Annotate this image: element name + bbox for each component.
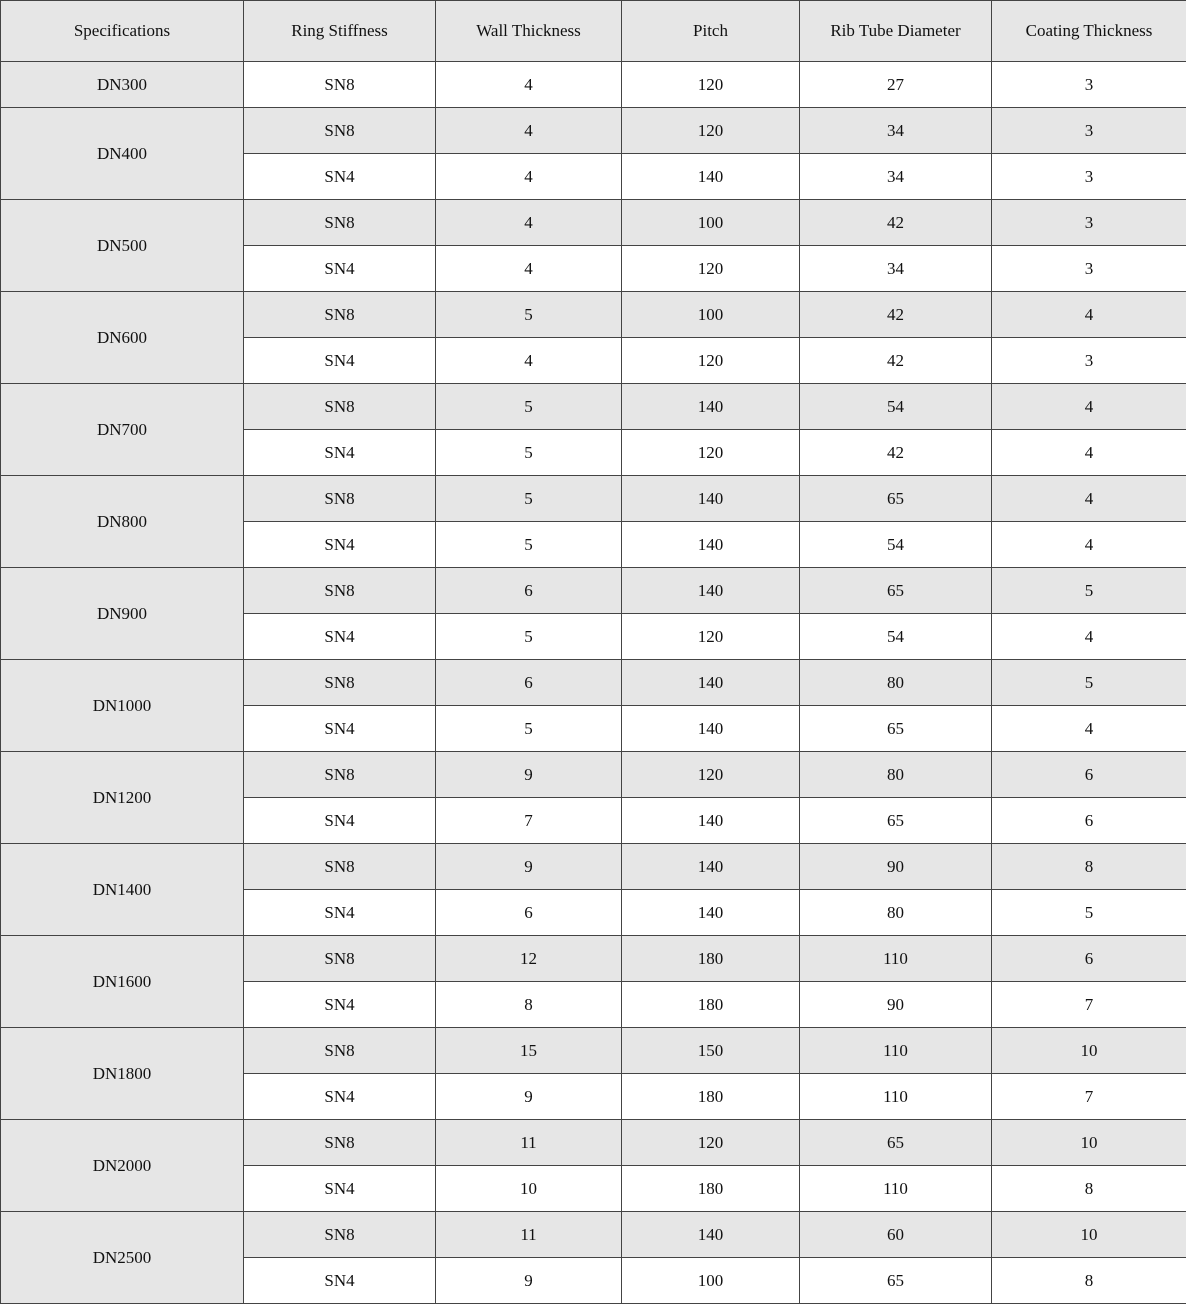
wall-thickness-cell: 11 — [436, 1212, 622, 1258]
spec-cell: DN900 — [1, 568, 244, 660]
pitch-cell: 180 — [622, 982, 800, 1028]
spec-cell: DN700 — [1, 384, 244, 476]
pitch-cell: 140 — [622, 384, 800, 430]
rib-tube-diameter-cell: 34 — [800, 154, 992, 200]
rib-tube-diameter-cell: 42 — [800, 292, 992, 338]
table-row — [1, 660, 1186, 706]
rib-tube-diameter-cell: 54 — [800, 614, 992, 660]
pitch-cell: 140 — [622, 844, 800, 890]
rib-tube-diameter-cell: 90 — [800, 844, 992, 890]
table-body — [1, 62, 1186, 1304]
ring-stiffness-cell: SN8 — [244, 1212, 436, 1258]
ring-stiffness-cell: SN8 — [244, 936, 436, 982]
table-row — [1, 200, 1186, 246]
header-specifications: Specifications — [1, 1, 244, 62]
wall-thickness-cell: 9 — [436, 1074, 622, 1120]
ring-stiffness-cell: SN4 — [244, 154, 436, 200]
ring-stiffness-cell: SN4 — [244, 522, 436, 568]
rib-tube-diameter-cell: 42 — [800, 338, 992, 384]
rib-tube-diameter-cell: 80 — [800, 660, 992, 706]
ring-stiffness-cell: SN4 — [244, 246, 436, 292]
coating-thickness-cell: 7 — [992, 1074, 1186, 1120]
table-row — [1, 292, 1186, 338]
rib-tube-diameter-cell: 65 — [800, 798, 992, 844]
ring-stiffness-cell: SN8 — [244, 844, 436, 890]
coating-thickness-cell: 3 — [992, 154, 1186, 200]
coating-thickness-cell: 6 — [992, 798, 1186, 844]
table-row — [1, 752, 1186, 798]
table-row — [1, 1212, 1186, 1258]
spec-cell: DN2000 — [1, 1120, 244, 1212]
pitch-cell: 120 — [622, 246, 800, 292]
spec-cell: DN600 — [1, 292, 244, 384]
pitch-cell: 140 — [622, 1212, 800, 1258]
spec-cell: DN1000 — [1, 660, 244, 752]
coating-thickness-cell: 3 — [992, 338, 1186, 384]
wall-thickness-cell: 15 — [436, 1028, 622, 1074]
coating-thickness-cell: 7 — [992, 982, 1186, 1028]
rib-tube-diameter-cell: 80 — [800, 752, 992, 798]
table-row — [1, 936, 1186, 982]
coating-thickness-cell: 3 — [992, 246, 1186, 292]
pitch-cell: 140 — [622, 522, 800, 568]
coating-thickness-cell: 10 — [992, 1120, 1186, 1166]
coating-thickness-cell: 4 — [992, 706, 1186, 752]
rib-tube-diameter-cell: 54 — [800, 384, 992, 430]
ring-stiffness-cell: SN4 — [244, 614, 436, 660]
ring-stiffness-cell: SN8 — [244, 384, 436, 430]
spec-cell: DN800 — [1, 476, 244, 568]
rib-tube-diameter-cell: 34 — [800, 108, 992, 154]
pitch-cell: 100 — [622, 292, 800, 338]
ring-stiffness-cell: SN8 — [244, 292, 436, 338]
rib-tube-diameter-cell: 65 — [800, 568, 992, 614]
ring-stiffness-cell: SN8 — [244, 62, 436, 108]
header-coating-thickness: Coating Thickness — [992, 1, 1186, 62]
wall-thickness-cell: 5 — [436, 430, 622, 476]
header-wall-thickness: Wall Thickness — [436, 1, 622, 62]
rib-tube-diameter-cell: 110 — [800, 936, 992, 982]
rib-tube-diameter-cell: 65 — [800, 1120, 992, 1166]
wall-thickness-cell: 6 — [436, 890, 622, 936]
spec-cell: DN1200 — [1, 752, 244, 844]
wall-thickness-cell: 4 — [436, 338, 622, 384]
ring-stiffness-cell: SN4 — [244, 1074, 436, 1120]
table-row — [1, 62, 1186, 108]
coating-thickness-cell: 3 — [992, 62, 1186, 108]
rib-tube-diameter-cell: 110 — [800, 1074, 992, 1120]
rib-tube-diameter-cell: 42 — [800, 200, 992, 246]
wall-thickness-cell: 11 — [436, 1120, 622, 1166]
pitch-cell: 140 — [622, 154, 800, 200]
rib-tube-diameter-cell: 65 — [800, 476, 992, 522]
coating-thickness-cell: 3 — [992, 200, 1186, 246]
wall-thickness-cell: 9 — [436, 1258, 622, 1304]
ring-stiffness-cell: SN8 — [244, 200, 436, 246]
wall-thickness-cell: 12 — [436, 936, 622, 982]
wall-thickness-cell: 4 — [436, 154, 622, 200]
ring-stiffness-cell: SN4 — [244, 798, 436, 844]
ring-stiffness-cell: SN8 — [244, 108, 436, 154]
ring-stiffness-cell: SN8 — [244, 660, 436, 706]
pitch-cell: 120 — [622, 338, 800, 384]
coating-thickness-cell: 4 — [992, 476, 1186, 522]
pitch-cell: 100 — [622, 1258, 800, 1304]
header-ring-stiffness: Ring Stiffness — [244, 1, 436, 62]
rib-tube-diameter-cell: 54 — [800, 522, 992, 568]
header-rib-tube-diameter: Rib Tube Diameter — [800, 1, 992, 62]
coating-thickness-cell: 10 — [992, 1212, 1186, 1258]
ring-stiffness-cell: SN4 — [244, 890, 436, 936]
pitch-cell: 140 — [622, 706, 800, 752]
coating-thickness-cell: 4 — [992, 614, 1186, 660]
rib-tube-diameter-cell: 110 — [800, 1166, 992, 1212]
rib-tube-diameter-cell: 80 — [800, 890, 992, 936]
ring-stiffness-cell: SN4 — [244, 430, 436, 476]
pitch-cell: 120 — [622, 108, 800, 154]
coating-thickness-cell: 4 — [992, 522, 1186, 568]
wall-thickness-cell: 5 — [436, 706, 622, 752]
wall-thickness-cell: 8 — [436, 982, 622, 1028]
wall-thickness-cell: 5 — [436, 384, 622, 430]
spec-cell: DN1400 — [1, 844, 244, 936]
wall-thickness-cell: 4 — [436, 108, 622, 154]
rib-tube-diameter-cell: 34 — [800, 246, 992, 292]
coating-thickness-cell: 5 — [992, 660, 1186, 706]
rib-tube-diameter-cell: 65 — [800, 1258, 992, 1304]
coating-thickness-cell: 8 — [992, 844, 1186, 890]
spec-cell: DN500 — [1, 200, 244, 292]
ring-stiffness-cell: SN8 — [244, 476, 436, 522]
pitch-cell: 140 — [622, 568, 800, 614]
pitch-cell: 140 — [622, 798, 800, 844]
coating-thickness-cell: 4 — [992, 430, 1186, 476]
coating-thickness-cell: 3 — [992, 108, 1186, 154]
wall-thickness-cell: 7 — [436, 798, 622, 844]
table-row — [1, 384, 1186, 430]
coating-thickness-cell: 6 — [992, 752, 1186, 798]
rib-tube-diameter-cell: 42 — [800, 430, 992, 476]
header-pitch: Pitch — [622, 1, 800, 62]
header-row — [1, 1, 1186, 62]
ring-stiffness-cell: SN4 — [244, 1258, 436, 1304]
table-row — [1, 568, 1186, 614]
wall-thickness-cell: 9 — [436, 844, 622, 890]
coating-thickness-cell: 5 — [992, 890, 1186, 936]
ring-stiffness-cell: SN8 — [244, 568, 436, 614]
wall-thickness-cell: 4 — [436, 246, 622, 292]
pitch-cell: 150 — [622, 1028, 800, 1074]
wall-thickness-cell: 5 — [436, 292, 622, 338]
wall-thickness-cell: 6 — [436, 568, 622, 614]
table-row — [1, 1120, 1186, 1166]
wall-thickness-cell: 4 — [436, 62, 622, 108]
spec-cell: DN1600 — [1, 936, 244, 1028]
coating-thickness-cell: 10 — [992, 1028, 1186, 1074]
pitch-cell: 140 — [622, 660, 800, 706]
wall-thickness-cell: 4 — [436, 200, 622, 246]
wall-thickness-cell: 10 — [436, 1166, 622, 1212]
rib-tube-diameter-cell: 27 — [800, 62, 992, 108]
ring-stiffness-cell: SN8 — [244, 1120, 436, 1166]
ring-stiffness-cell: SN4 — [244, 1166, 436, 1212]
pitch-cell: 120 — [622, 752, 800, 798]
coating-thickness-cell: 8 — [992, 1258, 1186, 1304]
spec-cell: DN1800 — [1, 1028, 244, 1120]
ring-stiffness-cell: SN8 — [244, 1028, 436, 1074]
pitch-cell: 140 — [622, 476, 800, 522]
ring-stiffness-cell: SN4 — [244, 982, 436, 1028]
wall-thickness-cell: 5 — [436, 476, 622, 522]
rib-tube-diameter-cell: 65 — [800, 706, 992, 752]
table-row — [1, 844, 1186, 890]
table-row — [1, 1028, 1186, 1074]
pitch-cell: 120 — [622, 430, 800, 476]
pitch-cell: 180 — [622, 936, 800, 982]
coating-thickness-cell: 5 — [992, 568, 1186, 614]
rib-tube-diameter-cell: 60 — [800, 1212, 992, 1258]
wall-thickness-cell: 5 — [436, 522, 622, 568]
coating-thickness-cell: 4 — [992, 292, 1186, 338]
pitch-cell: 120 — [622, 62, 800, 108]
pitch-cell: 120 — [622, 614, 800, 660]
rib-tube-diameter-cell: 90 — [800, 982, 992, 1028]
table-row — [1, 476, 1186, 522]
pitch-cell: 120 — [622, 1120, 800, 1166]
spec-cell: DN400 — [1, 108, 244, 200]
wall-thickness-cell: 5 — [436, 614, 622, 660]
table-row — [1, 108, 1186, 154]
pitch-cell: 180 — [622, 1166, 800, 1212]
pitch-cell: 180 — [622, 1074, 800, 1120]
spec-cell: DN2500 — [1, 1212, 244, 1304]
pitch-cell: 140 — [622, 890, 800, 936]
coating-thickness-cell: 6 — [992, 936, 1186, 982]
ring-stiffness-cell: SN8 — [244, 752, 436, 798]
rib-tube-diameter-cell: 110 — [800, 1028, 992, 1074]
ring-stiffness-cell: SN4 — [244, 706, 436, 752]
spec-cell: DN300 — [1, 62, 244, 108]
ring-stiffness-cell: SN4 — [244, 338, 436, 384]
coating-thickness-cell: 4 — [992, 384, 1186, 430]
wall-thickness-cell: 9 — [436, 752, 622, 798]
wall-thickness-cell: 6 — [436, 660, 622, 706]
pitch-cell: 100 — [622, 200, 800, 246]
coating-thickness-cell: 8 — [992, 1166, 1186, 1212]
